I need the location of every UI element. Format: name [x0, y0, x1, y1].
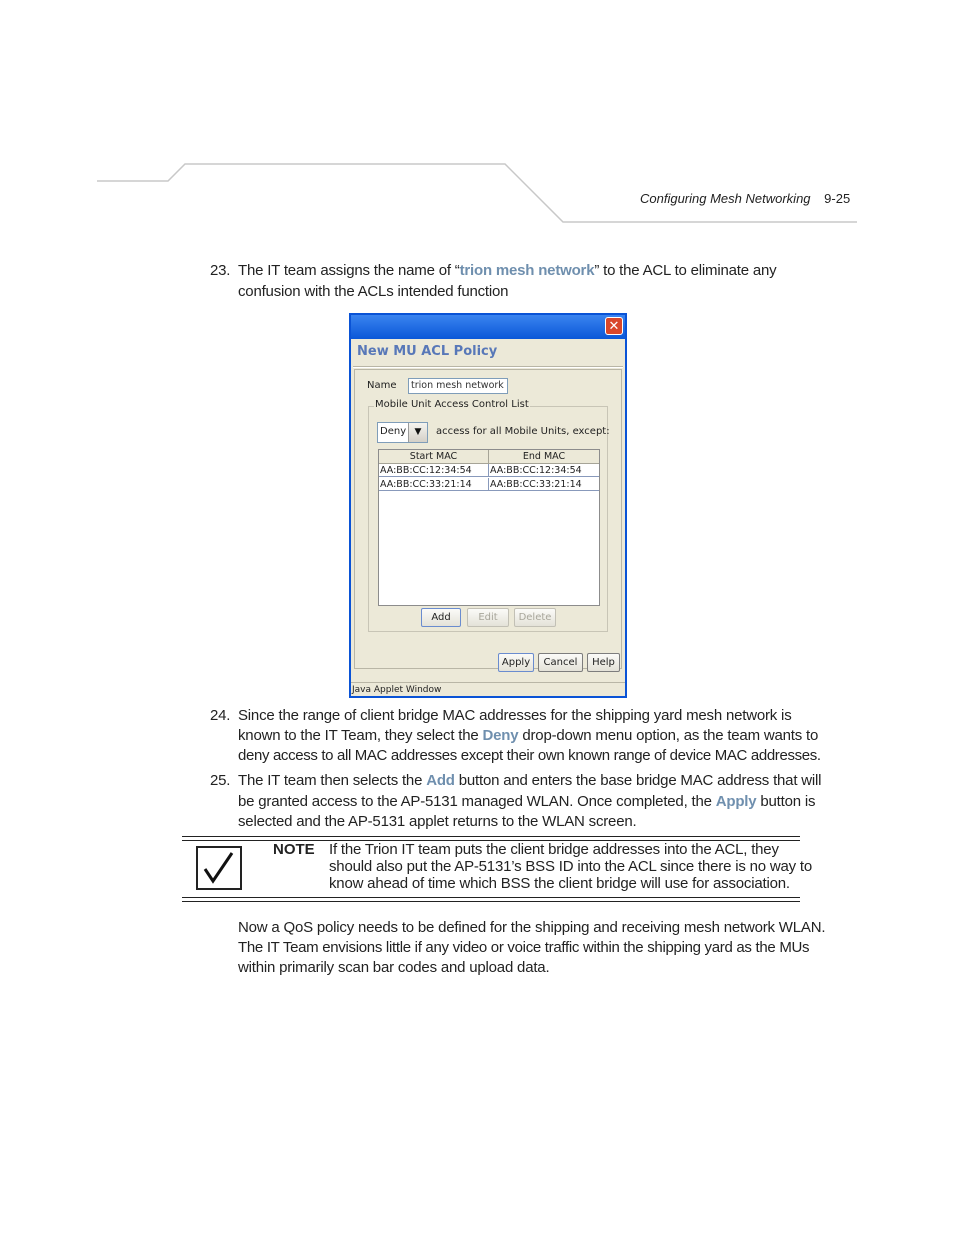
step-25-text-b: button and enters the base bridge MAC address that will: [454, 772, 822, 789]
step-25-text-c: be granted access to the AP-5131 managed WLAN. Once completed, the: [238, 793, 716, 810]
step-24-number: 24.: [210, 707, 231, 724]
dialog-titlebar: [351, 315, 625, 339]
step-24-text-a: known to the IT Team, they select the: [238, 727, 483, 744]
column-header-start-mac[interactable]: Start MAC: [379, 450, 489, 464]
note-top-rule: [182, 836, 800, 837]
step-25-number: 25.: [210, 772, 231, 789]
closing-line-3: within primarily scan bar codes and upload data.: [238, 959, 550, 976]
help-button[interactable]: Help: [587, 653, 620, 672]
mac-table: [378, 449, 600, 606]
add-button[interactable]: Add: [421, 608, 461, 627]
checkmark-icon: [198, 848, 240, 888]
dialog-heading: New MU ACL Policy: [357, 344, 498, 359]
step-25-text-d: button is: [756, 793, 816, 810]
table-cell: AA:BB:CC:33:21:14: [489, 478, 599, 491]
note-checkmark-box: [196, 846, 242, 890]
delete-button[interactable]: Delete: [514, 608, 556, 627]
step-23-text-b: ” to the ACL to eliminate any: [594, 262, 777, 279]
heading-divider: [353, 366, 623, 368]
step-25-line1: [238, 771, 821, 792]
note-bottom-rule: [182, 897, 800, 898]
chevron-down-icon[interactable]: ▼: [408, 423, 427, 442]
note-line-2: should also put the AP-5131’s BSS ID into the ACL since there is no way to: [329, 858, 812, 875]
note-line-1: If the Trion IT team puts the client bridge addresses into the ACL, they: [329, 841, 779, 858]
access-description: access for all Mobile Units, except:: [436, 426, 610, 437]
acl-policy-dialog: [349, 313, 627, 698]
column-header-end-mac[interactable]: End MAC: [489, 450, 599, 464]
step-25-line3: selected and the AP-5131 applet returns to the WLAN screen.: [238, 813, 637, 830]
step-24-line3: deny access to all MAC addresses except their own known range of device MAC addresses.: [238, 747, 821, 764]
running-head: [640, 191, 850, 206]
apply-highlight: Apply: [715, 793, 757, 810]
note-line-3: know ahead of time which BSS the client bridge will use for association.: [329, 875, 790, 892]
edit-button[interactable]: Edit: [467, 608, 509, 627]
page-number: 9-25: [824, 191, 851, 206]
cancel-button[interactable]: Cancel: [538, 653, 583, 672]
acl-group-title: Mobile Unit Access Control List: [375, 399, 529, 410]
step-24-text-b: drop-down menu option, as the team wants to: [518, 727, 819, 744]
step-25-line2: [238, 792, 815, 813]
acl-name-highlight: trion mesh network: [459, 262, 595, 279]
step-24-line2: [238, 726, 818, 747]
close-button[interactable]: ✕: [605, 317, 623, 335]
note-label: NOTE: [273, 841, 315, 858]
section-title: Configuring Mesh Networking: [640, 191, 811, 206]
applet-status-bar: Java Applet Window: [351, 682, 625, 696]
closing-line-2: The IT Team envisions little if any video or voice traffic within the shipping yard as the MUs: [238, 939, 810, 956]
apply-button[interactable]: Apply: [498, 653, 534, 672]
table-cell: AA:BB:CC:12:34:54: [379, 464, 489, 477]
note-bottom-rule-inner: [182, 901, 800, 902]
deny-highlight: Deny: [482, 727, 519, 744]
closing-line-1: Now a QoS policy needs to be defined for the shipping and receiving mesh network WLAN.: [238, 919, 826, 936]
table-cell: AA:BB:CC:12:34:54: [489, 464, 599, 477]
step-23-line1: [238, 261, 776, 282]
name-input[interactable]: trion mesh network: [408, 378, 508, 394]
step-23-line2: confusion with the ACLs intended function: [238, 283, 509, 300]
access-mode-select[interactable]: [377, 422, 428, 443]
step-23-text-a: The IT team assigns the name of “: [238, 262, 460, 279]
add-highlight: Add: [426, 772, 455, 789]
table-cell: AA:BB:CC:33:21:14: [379, 478, 489, 491]
name-label: Name: [367, 380, 397, 391]
access-mode-value: Deny: [380, 426, 407, 437]
step-25-text-a: The IT team then selects the: [238, 772, 427, 789]
step-24-line1: Since the range of client bridge MAC addresses for the shipping yard mesh network is: [238, 707, 792, 724]
step-23-number: 23.: [210, 262, 231, 279]
